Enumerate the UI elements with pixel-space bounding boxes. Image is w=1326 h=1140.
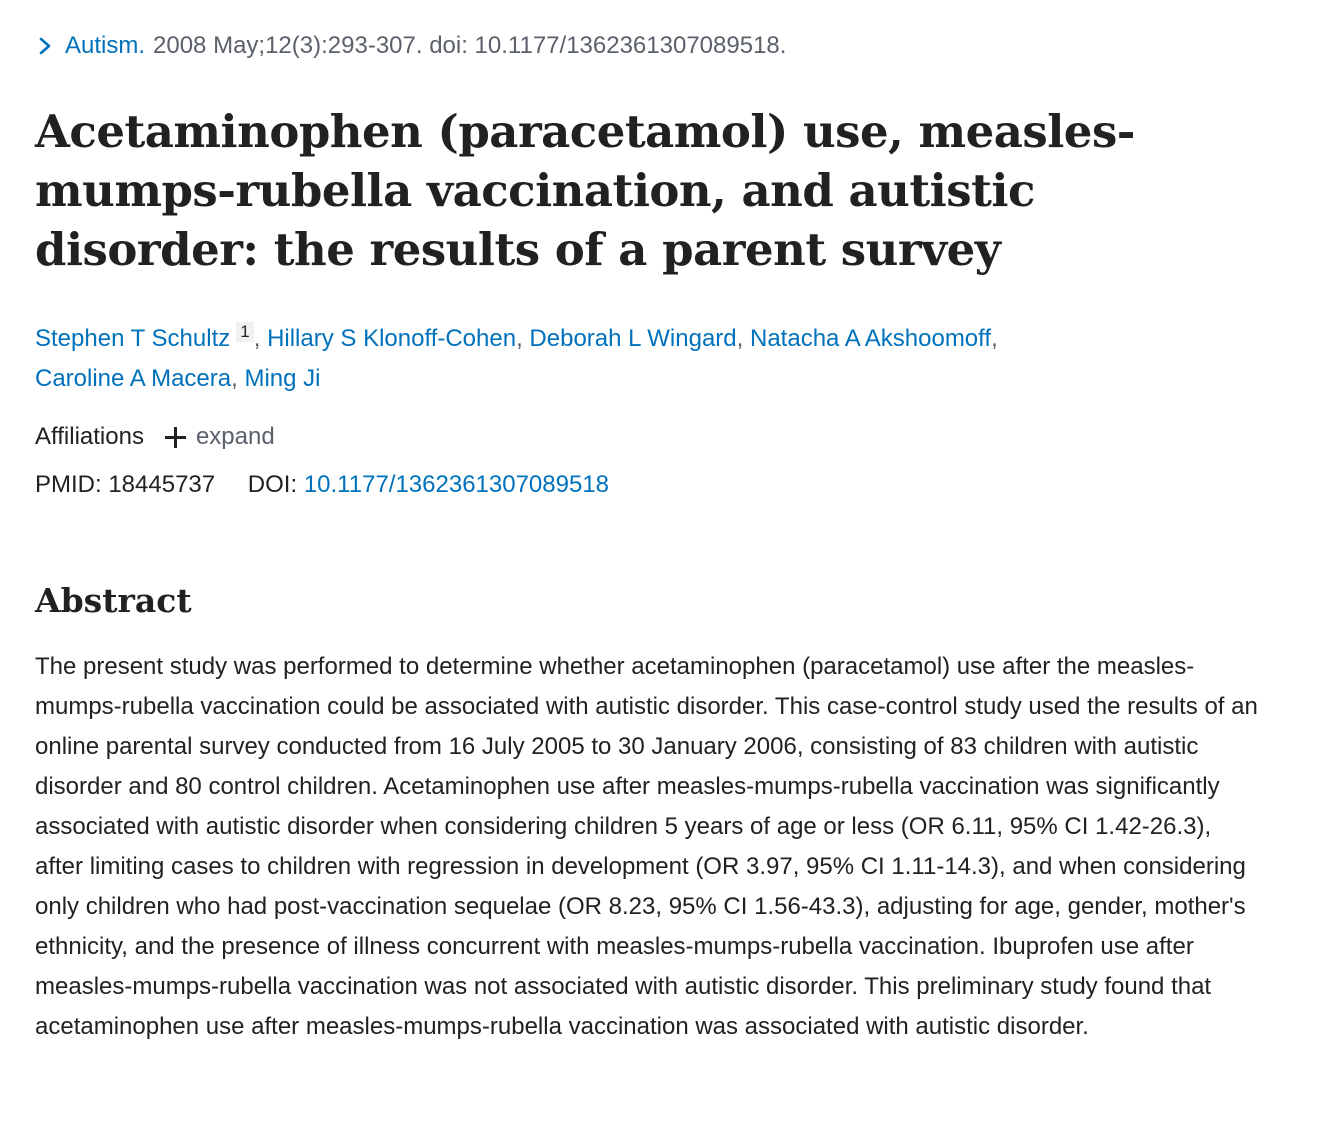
citation-details: 2008 May;12(3):293-307. doi: 10.1177/1362361307089518. [153, 32, 787, 59]
doi-link[interactable]: 10.1177/1362361307089518 [303, 471, 610, 498]
pmid: PMID: 18445737 [35, 471, 216, 498]
doi-label: DOI: [247, 471, 298, 498]
author-separator: , [991, 325, 998, 352]
citation-line [35, 30, 1295, 62]
author-link[interactable]: Caroline A Macera [35, 365, 232, 392]
plus-icon [164, 426, 186, 448]
abstract-text: The present study was performed to determine whether acetaminophen (paracetamol) use after the measles-mumps-rubella vaccination could be associated with autistic disorder. This case-control study used the results of an online parental survey conducted from 16 July 2005 to 30 January 2006, consisting of 83 children with autistic disorder and 80 control children. Acetaminophen use after measles-mumps-rubella vaccination was significantly associated with autistic disorder when considering children 5 years of age or less (OR 6.11, 95% CI 1.42-26.3), after limiting cases to children with regression in development (OR 3.97, 95% CI 1.11-14.3), and when considering only children who had post-vaccination sequelae (OR 8.23, 95% CI 1.56-43.3), adjusting for age, gender, mother's ethnicity, and the presence of illness concurrent with measles-mumps-rubella vaccination. Ibuprofen use after measles-mumps-rubella vaccination was not associated with autistic disorder. This preliminary study found that acetaminophen use after measles-mumps-rubella vaccination was associated with autistic disorder. [35, 653, 1258, 1040]
affiliation-ref[interactable]: 1 [236, 322, 253, 342]
authors-list [35, 319, 1275, 399]
author-link[interactable]: Deborah L Wingard [529, 325, 737, 352]
author-separator: , [516, 325, 530, 352]
journal-link[interactable]: Autism. [65, 32, 146, 59]
article-title: Acetaminophen (paracetamol) use, measles-mumps-rubella vaccination, and autistic disorder: the results of a parent survey [35, 105, 1135, 276]
expand-label: expand [195, 423, 275, 450]
author-separator: , [736, 325, 750, 352]
identifiers-row [35, 469, 1295, 501]
author-separator: , [231, 365, 245, 392]
author-separator: , [253, 325, 268, 352]
author-link[interactable]: Ming Ji [244, 365, 321, 392]
chevron-right-icon[interactable] [35, 34, 57, 58]
author-link[interactable]: Stephen T Schultz [35, 325, 231, 352]
author-link[interactable]: Natacha A Akshoomoff [750, 325, 992, 352]
author-link[interactable]: Hillary S Klonoff-Cohen [267, 325, 517, 352]
affiliations-row [35, 421, 1295, 453]
affiliations-label: Affiliations [35, 423, 144, 450]
affiliations-expand-button[interactable] [164, 421, 275, 453]
abstract-heading: Abstract [35, 581, 192, 620]
